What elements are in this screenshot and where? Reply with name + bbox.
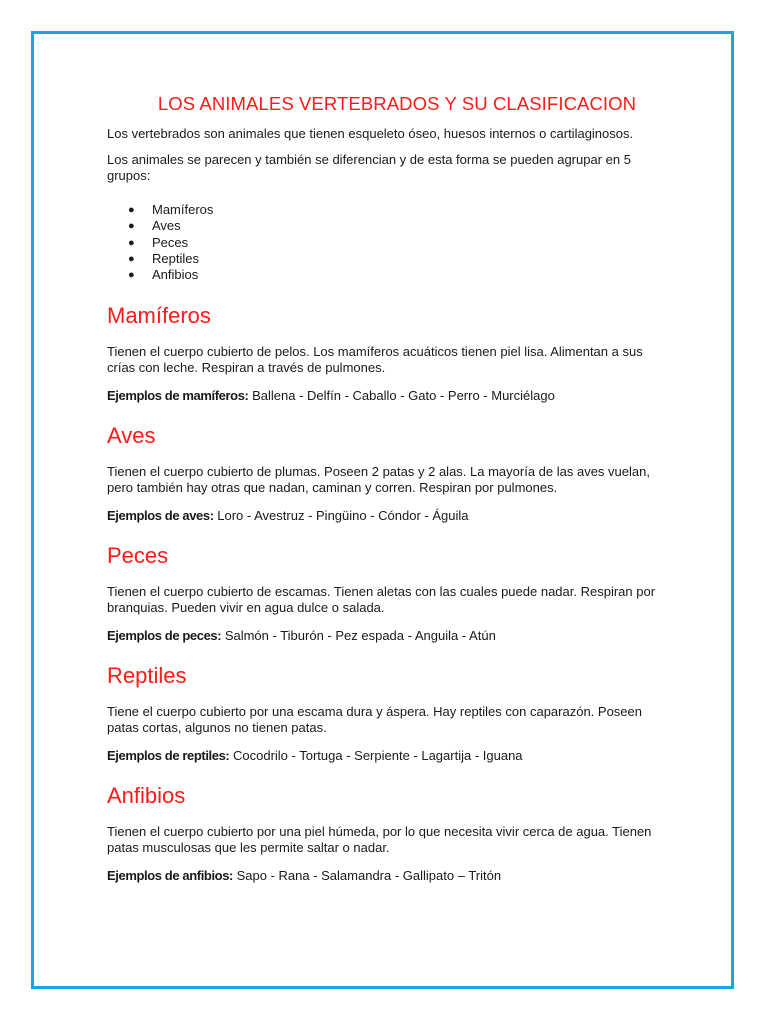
bullet-icon: ● bbox=[128, 236, 135, 249]
section-mamiferos bbox=[107, 302, 667, 404]
list-item bbox=[107, 218, 667, 234]
section-examples bbox=[107, 628, 667, 644]
examples-label: Ejemplos de aves: bbox=[107, 508, 214, 524]
list-item-label: Anfibios bbox=[152, 267, 199, 283]
list-item-label: Peces bbox=[152, 234, 189, 250]
section-description: Tiene el cuerpo cubierto por una escama dura y áspera. Hay reptiles con caparazón. Poseen patas cortas, algunos no tienen patas. bbox=[107, 704, 642, 736]
examples-label: Ejemplos de mamíferos: bbox=[107, 388, 249, 404]
examples-label: Ejemplos de anfibios: bbox=[107, 868, 233, 884]
section-examples bbox=[107, 868, 667, 884]
section-description: Tienen el cuerpo cubierto de escamas. Tienen aletas con las cuales puede nadar. Respiran por branquias. Pueden vivir en agua dulce o salada. bbox=[107, 584, 656, 616]
section-peces bbox=[107, 542, 667, 644]
list-item bbox=[107, 235, 667, 251]
examples-text: Sapo - Rana - Salamandra - Gallipato – Tritón bbox=[236, 868, 502, 884]
list-item bbox=[107, 251, 667, 267]
list-item-label: Mamíferos bbox=[152, 202, 214, 217]
document-title: LOS ANIMALES VERTEBRADOS Y SU CLASIFICACION bbox=[157, 93, 637, 114]
examples-text: Salmón - Tiburón - Pez espada - Anguila - Atún bbox=[224, 628, 496, 644]
section-description: Tienen el cuerpo cubierto de plumas. Poseen 2 patas y 2 alas. La mayoría de las aves vuelan, pero también hay otras que nadan, caminan y corren. Respiran por pulmones. bbox=[107, 464, 650, 496]
section-examples bbox=[107, 388, 667, 404]
document-body bbox=[107, 92, 667, 884]
section-heading: Aves bbox=[107, 423, 156, 449]
section-examples bbox=[107, 508, 667, 524]
bullet-icon: ● bbox=[128, 252, 135, 265]
section-description: Tienen el cuerpo cubierto por una piel húmeda, por lo que necesita vivir cerca de agua. Tienen patas musculosas que les permite saltar o nadar. bbox=[107, 824, 652, 856]
examples-text: Ballena - Delfín - Caballo - Gato - Perro - Murciélago bbox=[252, 388, 555, 404]
list-item bbox=[107, 267, 667, 283]
intro-paragraph-1: Los vertebrados son animales que tienen esqueleto óseo, huesos internos o cartilaginosos. bbox=[107, 126, 634, 141]
examples-text: Loro - Avestruz - Pingüino - Cóndor - Águila bbox=[217, 508, 469, 524]
section-aves bbox=[107, 422, 667, 524]
examples-text: Cocodrilo - Tortuga - Serpiente - Lagartija - Iguana bbox=[233, 748, 523, 764]
section-heading: Peces bbox=[107, 543, 169, 569]
bullet-icon: ● bbox=[128, 204, 135, 216]
list-item-label: Aves bbox=[152, 218, 181, 234]
examples-label: Ejemplos de peces: bbox=[107, 628, 222, 644]
section-heading: Anfibios bbox=[107, 783, 186, 809]
examples-label: Ejemplos de reptiles: bbox=[107, 748, 230, 764]
section-heading: Reptiles bbox=[107, 663, 187, 689]
section-anfibios bbox=[107, 782, 667, 884]
intro-paragraph-2: Los animales se parecen y también se diferencian y de esta forma se pueden agrupar en 5 grupos: bbox=[107, 152, 631, 183]
section-heading: Mamíferos bbox=[107, 303, 211, 329]
section-reptiles bbox=[107, 662, 667, 764]
groups-list bbox=[107, 202, 667, 283]
bullet-icon: ● bbox=[128, 220, 135, 233]
list-item-label: Reptiles bbox=[152, 250, 199, 266]
bullet-icon: ● bbox=[128, 269, 135, 282]
section-description: Tienen el cuerpo cubierto de pelos. Los mamíferos acuáticos tienen piel lisa. Alimentan a sus crías con leche. Respiran a través de pulmones. bbox=[107, 344, 643, 376]
section-examples bbox=[107, 748, 667, 764]
list-item bbox=[107, 202, 667, 218]
